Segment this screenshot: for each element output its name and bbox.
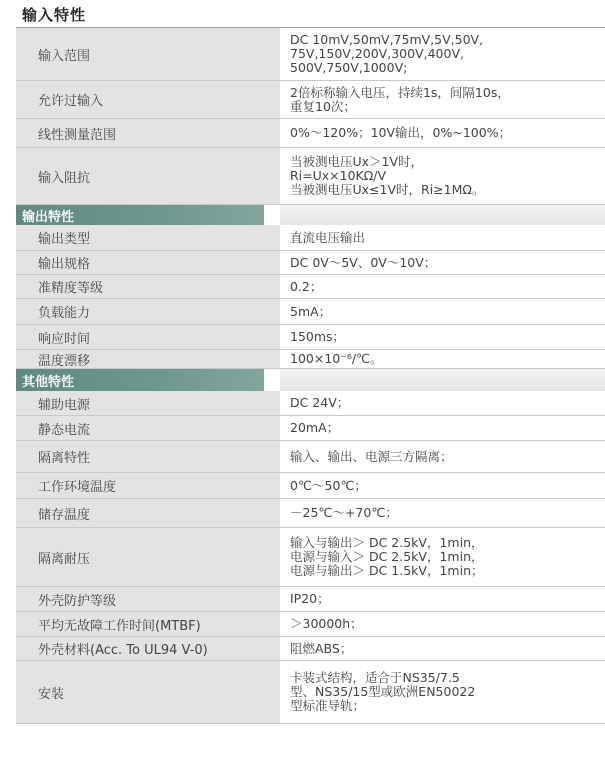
spec-value-line: 卡装式结构，适合于NS35/7.5 — [290, 670, 460, 685]
spec-label: 外壳材料(Acc. To UL94 V-0) — [16, 637, 280, 660]
spec-row — [16, 587, 605, 612]
spec-label: 安装 — [16, 661, 280, 723]
section-title-input: 输入特性 — [22, 6, 87, 24]
spec-value-line: 2倍标称输入电压，持续1s，间隔10s， — [290, 84, 510, 100]
spec-value-line: Ri=Ux×10KΩ/V — [290, 168, 387, 183]
spec-row — [16, 81, 605, 119]
spec-row — [16, 612, 605, 637]
spec-value-line: 75V,150V,200V,300V,400V, — [290, 46, 464, 61]
spec-value-line: 500V,750V,1000V; — [290, 60, 408, 75]
spec-value-line: 电源与输出＞ DC 1.5kV，1min； — [290, 563, 484, 578]
spec-table — [16, 28, 605, 724]
section-band — [280, 369, 605, 391]
spec-row — [16, 275, 605, 299]
spec-row — [16, 391, 605, 416]
spec-value-line: 0.2； — [290, 278, 323, 294]
section-header — [16, 369, 605, 391]
spec-value-line: －25℃～+70℃； — [290, 505, 398, 520]
spec-label: 隔离特性 — [16, 441, 280, 472]
spec-value — [280, 661, 605, 723]
spec-value-line: IP20； — [290, 591, 330, 606]
spec-row — [16, 441, 605, 473]
spec-label: 输入阻抗 — [16, 148, 280, 204]
spec-row — [16, 148, 605, 205]
spec-value-line: 5mA； — [290, 303, 332, 319]
spec-value — [280, 325, 605, 349]
spec-value-line: 100×10⁻⁶/℃。 — [290, 351, 383, 366]
spec-value-line: 型、NS35/15型或欧洲EN50022 — [290, 684, 476, 699]
spec-row — [16, 350, 605, 369]
spec-label: 允许过输入 — [16, 81, 280, 118]
spec-value-line: 直流电压输出 — [290, 229, 366, 245]
section-title: 其他特性 — [16, 369, 264, 391]
spec-label: 温度漂移 — [16, 350, 280, 368]
spec-value — [280, 416, 605, 440]
spec-value-line: 150ms； — [290, 329, 346, 344]
spec-value-line: 阻燃ABS； — [290, 640, 353, 656]
spec-value — [280, 81, 605, 118]
spec-label: 线性测量范围 — [16, 119, 280, 147]
spec-label: 隔离耐压 — [16, 528, 280, 586]
spec-row — [16, 416, 605, 441]
spec-value-line: ＞30000h； — [290, 616, 363, 631]
spec-row — [16, 528, 605, 587]
spec-value — [280, 612, 605, 636]
spec-label: 输出类型 — [16, 225, 280, 250]
spec-value — [280, 637, 605, 660]
spec-row — [16, 499, 605, 528]
spec-value — [280, 225, 605, 250]
spec-label: 输出规格 — [16, 251, 280, 274]
spec-row — [16, 661, 605, 724]
spec-value-line: 当被测电压Ux≤1V时，Ri≥1MΩ。 — [290, 182, 485, 197]
spec-value — [280, 148, 605, 204]
spec-label: 静态电流 — [16, 416, 280, 440]
spec-label: 响应时间 — [16, 325, 280, 349]
spec-value-line: DC 10mV,50mV,75mV,5V,50V, — [290, 32, 484, 47]
section-band — [280, 205, 605, 225]
spec-value-line: 电源与输入＞ DC 2.5kV，1min， — [290, 549, 484, 564]
section-title: 输出特性 — [16, 205, 264, 225]
spec-label: 外壳防护等级 — [16, 587, 280, 611]
spec-value-line: DC 24V； — [290, 395, 350, 410]
spec-value-line: 输入与输出＞ DC 2.5kV，1min， — [290, 535, 484, 550]
spec-value-line: 0%～120%；10V输出，0%~100%； — [290, 125, 512, 140]
spec-value — [280, 499, 605, 527]
spec-value — [280, 119, 605, 147]
spec-value — [280, 587, 605, 611]
spec-row — [16, 119, 605, 148]
spec-value-line: DC 0V～5V、0V～10V； — [290, 254, 437, 270]
spec-value — [280, 251, 605, 274]
spec-row — [16, 473, 605, 499]
spec-value — [280, 473, 605, 498]
spec-label: 负载能力 — [16, 299, 280, 324]
spec-value — [280, 528, 605, 586]
spec-label: 辅助电源 — [16, 391, 280, 415]
spec-value — [280, 28, 605, 80]
spec-label: 输入范围 — [16, 28, 280, 80]
spec-value-line: 重复10次； — [290, 98, 356, 114]
spec-value-line: 型标准导轨； — [290, 698, 366, 713]
spec-row — [16, 637, 605, 661]
spec-value — [280, 275, 605, 298]
spec-label: 储存温度 — [16, 499, 280, 527]
spec-value-line: 当被测电压Ux＞1V时， — [290, 154, 424, 169]
spec-row — [16, 325, 605, 350]
section-gap — [264, 369, 280, 391]
spec-label: 工作环境温度 — [16, 473, 280, 498]
section-gap — [264, 205, 280, 225]
spec-value — [280, 299, 605, 324]
spec-row — [16, 225, 605, 251]
spec-row — [16, 299, 605, 325]
spec-value — [280, 441, 605, 472]
spec-label: 准精度等级 — [16, 275, 280, 298]
spec-value — [280, 391, 605, 415]
spec-value-line: 0℃～50℃； — [290, 477, 367, 493]
spec-row — [16, 28, 605, 81]
spec-row — [16, 251, 605, 275]
spec-value-line: 输入、输出、电源三方隔离； — [290, 448, 453, 464]
spec-label: 平均无故障工作时间(MTBF) — [16, 612, 280, 636]
spec-value-line: 20mA； — [290, 420, 340, 435]
section-header — [16, 205, 605, 225]
spec-value — [280, 350, 605, 368]
